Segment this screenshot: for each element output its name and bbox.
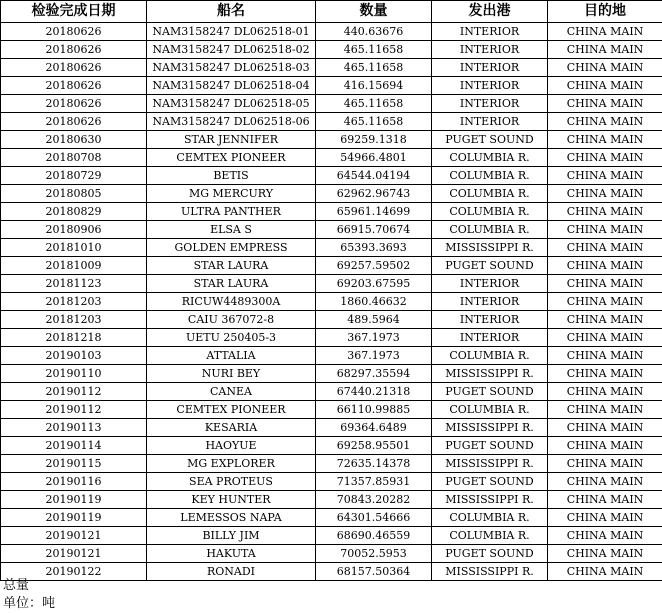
cell-inspection-date: 20180805 <box>1 185 147 203</box>
cell-ship-name: CANEA <box>147 383 316 401</box>
cell-ship-name: CEMTEX PIONEER <box>147 401 316 419</box>
cell-quantity: 54966.4801 <box>316 149 432 167</box>
cell-destination: CHINA MAIN <box>548 221 662 239</box>
cell-ship-name: MG MERCURY <box>147 185 316 203</box>
cell-destination: CHINA MAIN <box>548 545 662 563</box>
cell-inspection-date: 20180626 <box>1 59 147 77</box>
cell-ship-name: STAR LAURA <box>147 275 316 293</box>
table-row <box>1 149 662 167</box>
cell-quantity: 69259.1318 <box>316 131 432 149</box>
cell-inspection-date: 20190119 <box>1 491 147 509</box>
cell-origin-port: INTERIOR <box>432 95 548 113</box>
table-row <box>1 401 662 419</box>
table-row <box>1 257 662 275</box>
cell-destination: CHINA MAIN <box>548 437 662 455</box>
cell-origin-port: MISSISSIPPI R. <box>432 419 548 437</box>
cell-ship-name: CAIU 367072-8 <box>147 311 316 329</box>
table-row <box>1 473 662 491</box>
cell-inspection-date: 20190116 <box>1 473 147 491</box>
cell-ship-name: ATTALIA <box>147 347 316 365</box>
cell-quantity: 70052.5953 <box>316 545 432 563</box>
cell-destination: CHINA MAIN <box>548 167 662 185</box>
cell-origin-port: COLUMBIA R. <box>432 347 548 365</box>
cell-quantity: 465.11658 <box>316 41 432 59</box>
table-row <box>1 563 662 581</box>
cell-ship-name: NAM3158247 DL062518-06 <box>147 113 316 131</box>
cell-quantity: 64544.04194 <box>316 167 432 185</box>
table-row <box>1 221 662 239</box>
table-row <box>1 311 662 329</box>
table-row <box>1 527 662 545</box>
cell-origin-port: COLUMBIA R. <box>432 509 548 527</box>
cell-inspection-date: 20180626 <box>1 95 147 113</box>
cell-origin-port: INTERIOR <box>432 77 548 95</box>
cell-origin-port: PUGET SOUND <box>432 383 548 401</box>
cell-origin-port: COLUMBIA R. <box>432 203 548 221</box>
cell-ship-name: BETIS <box>147 167 316 185</box>
cell-inspection-date: 20190121 <box>1 545 147 563</box>
cell-quantity: 440.63676 <box>316 23 432 41</box>
cell-inspection-date: 20181203 <box>1 293 147 311</box>
cell-ship-name: NAM3158247 DL062518-01 <box>147 23 316 41</box>
cell-origin-port: COLUMBIA R. <box>432 167 548 185</box>
cell-destination: CHINA MAIN <box>548 131 662 149</box>
cell-origin-port: COLUMBIA R. <box>432 527 548 545</box>
cell-origin-port: COLUMBIA R. <box>432 401 548 419</box>
cell-origin-port: PUGET SOUND <box>432 131 548 149</box>
cell-destination: CHINA MAIN <box>548 329 662 347</box>
cell-quantity: 1860.46632 <box>316 293 432 311</box>
cell-inspection-date: 20181203 <box>1 311 147 329</box>
cell-destination: CHINA MAIN <box>548 419 662 437</box>
cell-destination: CHINA MAIN <box>548 293 662 311</box>
cell-inspection-date: 20180626 <box>1 41 147 59</box>
header-quantity: 数量 <box>316 1 432 23</box>
cell-inspection-date: 20180906 <box>1 221 147 239</box>
table-row <box>1 437 662 455</box>
table-row <box>1 545 662 563</box>
cell-quantity: 69364.6489 <box>316 419 432 437</box>
cell-quantity: 66915.70674 <box>316 221 432 239</box>
table-row <box>1 95 662 113</box>
cell-inspection-date: 20190103 <box>1 347 147 365</box>
cell-inspection-date: 20181009 <box>1 257 147 275</box>
cell-destination: CHINA MAIN <box>548 401 662 419</box>
header-ship-name: 船名 <box>147 1 316 23</box>
table-row <box>1 131 662 149</box>
cell-destination: CHINA MAIN <box>548 455 662 473</box>
cell-destination: CHINA MAIN <box>548 203 662 221</box>
cell-ship-name: RONADI <box>147 563 316 581</box>
table-body <box>1 23 662 581</box>
cell-ship-name: ULTRA PANTHER <box>147 203 316 221</box>
cell-inspection-date: 20180708 <box>1 149 147 167</box>
table-header <box>1 1 662 23</box>
cell-quantity: 465.11658 <box>316 113 432 131</box>
cell-destination: CHINA MAIN <box>548 185 662 203</box>
cell-destination: CHINA MAIN <box>548 311 662 329</box>
cell-destination: CHINA MAIN <box>548 491 662 509</box>
cell-ship-name: BILLY JIM <box>147 527 316 545</box>
unit-label: 单位：吨 <box>3 596 56 611</box>
table-row <box>1 419 662 437</box>
cell-destination: CHINA MAIN <box>548 41 662 59</box>
cell-quantity: 68690.46559 <box>316 527 432 545</box>
table-row <box>1 509 662 527</box>
cell-inspection-date: 20190114 <box>1 437 147 455</box>
cell-quantity: 69258.95501 <box>316 437 432 455</box>
table-row <box>1 203 662 221</box>
table-row <box>1 275 662 293</box>
cell-inspection-date: 20181123 <box>1 275 147 293</box>
cell-origin-port: COLUMBIA R. <box>432 149 548 167</box>
cell-inspection-date: 20180829 <box>1 203 147 221</box>
cell-origin-port: INTERIOR <box>432 23 548 41</box>
cell-inspection-date: 20190113 <box>1 419 147 437</box>
cell-destination: CHINA MAIN <box>548 509 662 527</box>
cell-ship-name: CEMTEX PIONEER <box>147 149 316 167</box>
cell-inspection-date: 20180626 <box>1 23 147 41</box>
cell-ship-name: STAR JENNIFER <box>147 131 316 149</box>
cell-inspection-date: 20180626 <box>1 113 147 131</box>
cell-ship-name: NURI BEY <box>147 365 316 383</box>
cell-destination: CHINA MAIN <box>548 239 662 257</box>
cell-destination: CHINA MAIN <box>548 59 662 77</box>
cell-origin-port: INTERIOR <box>432 275 548 293</box>
header-origin-port: 发出港 <box>432 1 548 23</box>
cell-ship-name: ELSA S <box>147 221 316 239</box>
cell-ship-name: KEY HUNTER <box>147 491 316 509</box>
cell-inspection-date: 20181010 <box>1 239 147 257</box>
cell-quantity: 64301.54666 <box>316 509 432 527</box>
cell-inspection-date: 20190119 <box>1 509 147 527</box>
cell-destination: CHINA MAIN <box>548 365 662 383</box>
cell-quantity: 65393.3693 <box>316 239 432 257</box>
cell-origin-port: INTERIOR <box>432 59 548 77</box>
cell-origin-port: INTERIOR <box>432 41 548 59</box>
cell-destination: CHINA MAIN <box>548 77 662 95</box>
cell-quantity: 465.11658 <box>316 95 432 113</box>
cell-origin-port: COLUMBIA R. <box>432 185 548 203</box>
header-inspection-date: 检验完成日期 <box>1 1 147 23</box>
cell-ship-name: RICUW4489300A <box>147 293 316 311</box>
table-row <box>1 167 662 185</box>
cell-origin-port: MISSISSIPPI R. <box>432 563 548 581</box>
cell-quantity: 69203.67595 <box>316 275 432 293</box>
table-row <box>1 185 662 203</box>
cell-destination: CHINA MAIN <box>548 473 662 491</box>
cell-origin-port: MISSISSIPPI R. <box>432 365 548 383</box>
table-row <box>1 383 662 401</box>
table-row <box>1 329 662 347</box>
cell-inspection-date: 20190112 <box>1 401 147 419</box>
cell-ship-name: STAR LAURA <box>147 257 316 275</box>
cell-ship-name: NAM3158247 DL062518-02 <box>147 41 316 59</box>
cell-ship-name: LEMESSOS NAPA <box>147 509 316 527</box>
cell-destination: CHINA MAIN <box>548 383 662 401</box>
cell-origin-port: MISSISSIPPI R. <box>432 491 548 509</box>
cell-ship-name: NAM3158247 DL062518-05 <box>147 95 316 113</box>
cell-quantity: 367.1973 <box>316 347 432 365</box>
table-row <box>1 239 662 257</box>
table-row <box>1 59 662 77</box>
cell-quantity: 71357.85931 <box>316 473 432 491</box>
cell-quantity: 69257.59502 <box>316 257 432 275</box>
cell-quantity: 367.1973 <box>316 329 432 347</box>
cell-quantity: 67440.21318 <box>316 383 432 401</box>
cell-destination: CHINA MAIN <box>548 23 662 41</box>
table-row <box>1 41 662 59</box>
cell-ship-name: KESARIA <box>147 419 316 437</box>
cell-inspection-date: 20190121 <box>1 527 147 545</box>
total-label: 总量 <box>3 578 30 593</box>
cell-origin-port: INTERIOR <box>432 113 548 131</box>
cell-quantity: 465.11658 <box>316 59 432 77</box>
cell-ship-name: GOLDEN EMPRESS <box>147 239 316 257</box>
header-destination: 目的地 <box>548 1 662 23</box>
cell-ship-name: MG EXPLORER <box>147 455 316 473</box>
cell-origin-port: PUGET SOUND <box>432 473 548 491</box>
cell-ship-name: HAKUTA <box>147 545 316 563</box>
cell-ship-name: UETU 250405-3 <box>147 329 316 347</box>
table-row <box>1 23 662 41</box>
table-row <box>1 365 662 383</box>
cell-origin-port: PUGET SOUND <box>432 257 548 275</box>
cell-destination: CHINA MAIN <box>548 257 662 275</box>
cell-quantity: 416.15694 <box>316 77 432 95</box>
table-row <box>1 455 662 473</box>
cell-destination: CHINA MAIN <box>548 113 662 131</box>
cell-inspection-date: 20190112 <box>1 383 147 401</box>
cell-inspection-date: 20190110 <box>1 365 147 383</box>
cell-inspection-date: 20180630 <box>1 131 147 149</box>
cell-ship-name: NAM3158247 DL062518-04 <box>147 77 316 95</box>
table-row <box>1 293 662 311</box>
cell-destination: CHINA MAIN <box>548 563 662 581</box>
header-row <box>1 1 662 23</box>
cell-quantity: 489.5964 <box>316 311 432 329</box>
cell-origin-port: INTERIOR <box>432 329 548 347</box>
cell-origin-port: PUGET SOUND <box>432 437 548 455</box>
cell-inspection-date: 20180626 <box>1 77 147 95</box>
cell-inspection-date: 20190122 <box>1 563 147 581</box>
cell-inspection-date: 20181218 <box>1 329 147 347</box>
cell-inspection-date: 20180729 <box>1 167 147 185</box>
cell-ship-name: SEA PROTEUS <box>147 473 316 491</box>
cell-quantity: 62962.96743 <box>316 185 432 203</box>
cell-quantity: 68157.50364 <box>316 563 432 581</box>
cell-destination: CHINA MAIN <box>548 275 662 293</box>
cell-ship-name: NAM3158247 DL062518-03 <box>147 59 316 77</box>
cell-inspection-date: 20190115 <box>1 455 147 473</box>
cell-origin-port: PUGET SOUND <box>432 545 548 563</box>
cell-destination: CHINA MAIN <box>548 347 662 365</box>
cell-quantity: 68297.35594 <box>316 365 432 383</box>
cell-quantity: 66110.99885 <box>316 401 432 419</box>
table-row <box>1 347 662 365</box>
cell-origin-port: MISSISSIPPI R. <box>432 455 548 473</box>
cell-origin-port: INTERIOR <box>432 293 548 311</box>
cell-ship-name: HAOYUE <box>147 437 316 455</box>
table-row <box>1 491 662 509</box>
table-row <box>1 77 662 95</box>
table-row <box>1 113 662 131</box>
cell-origin-port: INTERIOR <box>432 311 548 329</box>
cell-origin-port: MISSISSIPPI R. <box>432 239 548 257</box>
cell-quantity: 65961.14699 <box>316 203 432 221</box>
cell-destination: CHINA MAIN <box>548 527 662 545</box>
cell-destination: CHINA MAIN <box>548 149 662 167</box>
cell-destination: CHINA MAIN <box>548 95 662 113</box>
cell-quantity: 70843.20282 <box>316 491 432 509</box>
cell-origin-port: COLUMBIA R. <box>432 221 548 239</box>
cell-quantity: 72635.14378 <box>316 455 432 473</box>
